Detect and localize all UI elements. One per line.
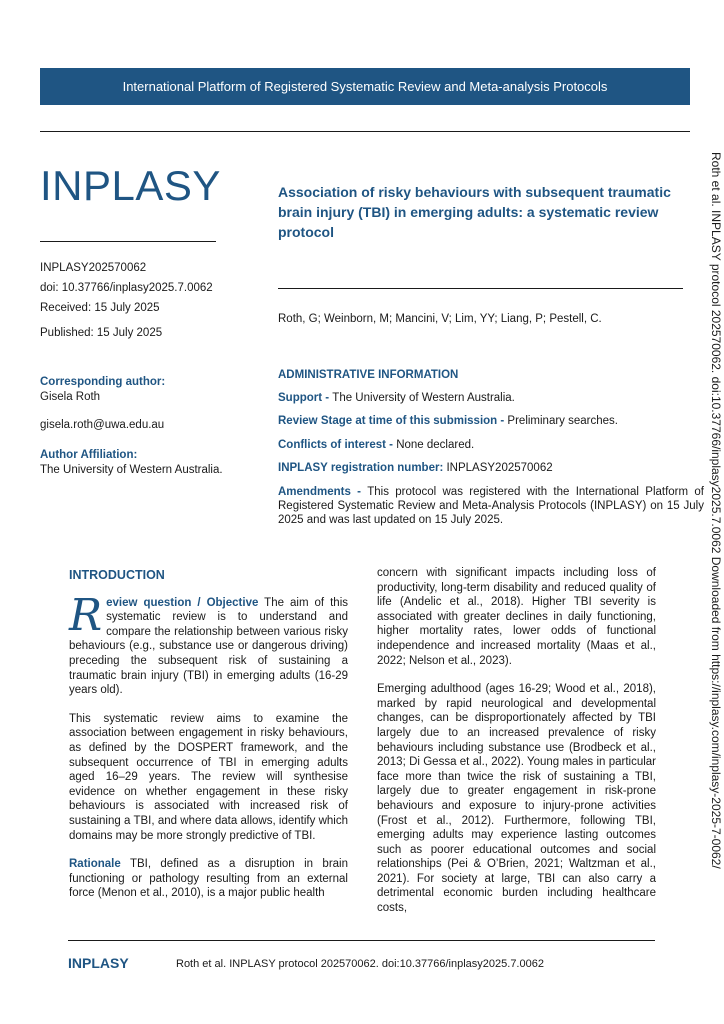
footer-rule xyxy=(68,940,655,941)
logo-rule xyxy=(40,241,216,242)
rationale-label: Rationale xyxy=(69,858,121,871)
stage-label: Review Stage at time of this submission - xyxy=(278,415,508,427)
affiliation-label: Author Affiliation: xyxy=(40,449,138,461)
published-date: Published: 15 July 2025 xyxy=(40,327,163,339)
inplasy-logo: INPLASY xyxy=(40,162,221,209)
emerging-adulthood-paragraph: Emerging adulthood (ages 16-29; Wood et al., 2018), marked by rapid neurological and developmental changes, can be disproportionately affected by TBI largely due to an increased prevalence of risky behaviours including substance use (Brodbeck et al., 2013; Di Gessa et al., 2022). Young males in particular face more than twice the risk of sustaining a TBI, largely due to greater engagement in risk-prone behaviours and exposure to injury-prone activities (Frost et al., 2012). Furthermore, following TBI, emerging adults may experience lasting outcomes such as poorer educational outcomes and social relationships (Pei & O’Brien, 2021; Waltzman et al., 2021). For society at large, TBI can also carry a detrimental economic burden including healthcare costs, xyxy=(377,683,656,915)
admin-heading-text: ADMINISTRATIVE INFORMATION xyxy=(278,369,459,381)
admin-support xyxy=(278,391,704,405)
rationale-continued-paragraph: concern with significant impacts including loss of productivity, long-term disability and reduced quality of life (Andelic et al., 2018). Higher TBI severity is associated with greater declines in daily functioning, higher mortality rates, lower odds of functional independence and increased mortality (Maas et al., 2022; Nelson et al., 2023). xyxy=(377,567,656,667)
admin-stage xyxy=(278,414,704,428)
header-banner: International Platform of Registered Systematic Review and Meta-analysis Protocols xyxy=(40,68,690,105)
conflicts-value: None declared. xyxy=(396,439,475,451)
title-rule xyxy=(278,288,683,289)
admin-heading xyxy=(278,368,704,382)
footer-logo: INPLASY xyxy=(68,955,129,971)
review-question-paragraph xyxy=(69,589,349,698)
amendments-value: This protocol was registered with the International Platform of Registered Systematic Review and Meta-Analysis Protocols (INPLASY) on 15 July 2025 and was last updated on 15 July 2025. xyxy=(278,486,704,526)
body-column-left xyxy=(69,566,348,915)
author-list: Roth, G; Weinborn, M; Mancini, V; Lim, YY; Liang, P; Pestell, C. xyxy=(278,313,602,325)
support-label: Support - xyxy=(278,392,333,404)
drop-cap: R xyxy=(69,589,103,641)
registration-value: INPLASY202570062 xyxy=(446,462,553,474)
article-title: Association of risky behaviours with subsequent traumatic brain injury (TBI) in emerging adults: a systematic review protocol xyxy=(278,184,671,240)
registration-label: INPLASY registration number: xyxy=(278,462,447,474)
top-rule xyxy=(40,131,690,132)
conflicts-label: Conflicts of interest - xyxy=(278,439,397,451)
registration-id: INPLASY202570062 xyxy=(40,262,147,274)
support-value: The University of Western Australia. xyxy=(332,392,515,404)
admin-conflicts xyxy=(278,438,704,452)
aims-paragraph: This systematic review aims to examine the association between engagement in risky behaviours, as defined by the DOSPERT framework, and the subsequent occurrence of TBI in emerging adults aged 16–29 years. The review will synthesise evidence on whether engagement in these risky behaviours is associated with increased risk of sustaining a TBI, and where data allows, identify which domains may be more strongly predictive of TBI. xyxy=(69,712,348,842)
side-citation: Roth et al. INPLASY protocol 202570062. doi:10.37766/inplasy2025.7.0062 Downloaded from https://inplasy.com/inplasy-2025-7-0062/ xyxy=(709,152,723,869)
doi-text: doi: 10.37766/inplasy2025.7.0062 xyxy=(40,282,213,294)
corresponding-label: Corresponding author: xyxy=(40,376,166,388)
stage-value: Preliminary searches. xyxy=(507,415,618,427)
amendments-label: Amendments - xyxy=(278,486,368,498)
affiliation-value: The University of Western Australia. xyxy=(40,464,223,476)
corresponding-email[interactable]: gisela.roth@uwa.edu.au xyxy=(40,419,165,431)
admin-amendments xyxy=(278,485,704,527)
received-date: Received: 15 July 2025 xyxy=(40,302,160,314)
author-affiliation xyxy=(40,448,223,478)
rationale-paragraph xyxy=(69,857,348,901)
corresponding-author xyxy=(40,375,165,433)
footer-citation: Roth et al. INPLASY protocol 202570062. doi:10.37766/inplasy2025.7.0062 xyxy=(176,958,544,970)
rationale-text: TBI, defined as a disruption in brain functioning or pathology resulting from an external force (Menon et al., 2010), is a major public health xyxy=(69,858,348,900)
admin-registration xyxy=(278,461,704,475)
introduction-heading: INTRODUCTION xyxy=(69,568,165,582)
review-question-text: The aim of this systematic review is to understand and compare the relationship between various risky behaviours (e.g., substance use or dangerous driving) preceding the subsequent risk of sustaining a traumatic brain injury (TBI) in emerging adults (16-29 years old). xyxy=(69,596,349,697)
body-column-right xyxy=(377,566,656,930)
review-question-label: eview question / Objective xyxy=(106,596,259,609)
corresponding-name: Gisela Roth xyxy=(40,391,101,403)
